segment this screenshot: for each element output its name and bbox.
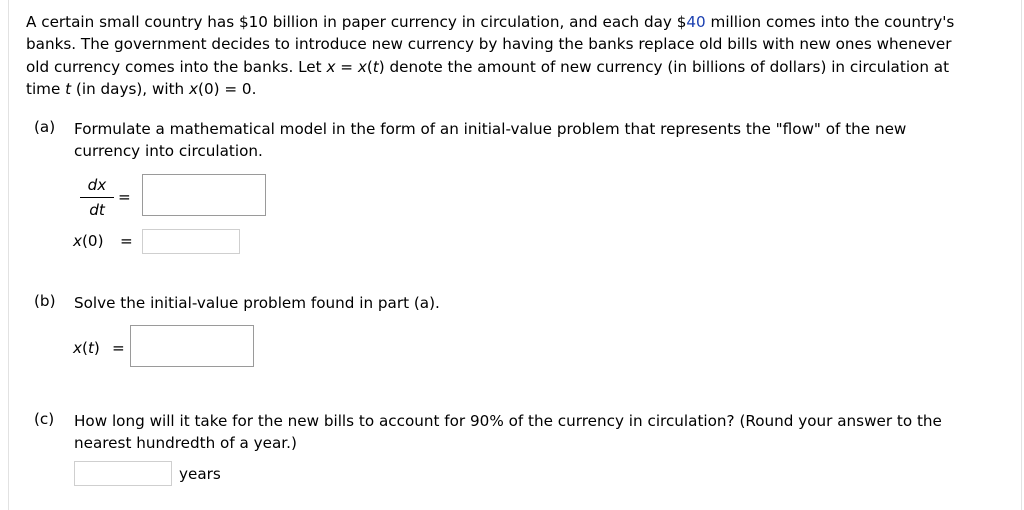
part-a-text-line: Formulate a mathematical model in the form of an initial-value problem that represents the "flow" of the new — [74, 120, 907, 138]
part-c-question — [74, 410, 1014, 455]
equals-sign: = — [120, 232, 133, 250]
math-text: (0) — [82, 232, 104, 250]
math-var-t: t — [87, 339, 94, 357]
equals-sign: = — [112, 339, 125, 357]
intro-line-2 — [26, 33, 1016, 55]
intro-text: banks. The government decides to introduce new currency by having the banks replace old bills with new ones whenever — [26, 35, 952, 54]
derivative-fraction — [80, 176, 114, 219]
initial-condition-label — [73, 232, 104, 250]
intro-text: (in days), with — [71, 80, 190, 99]
years-answer-input[interactable] — [74, 461, 172, 486]
fraction-numerator: dx — [87, 176, 107, 194]
intro-text: old currency comes into the banks. Let — [26, 57, 327, 76]
part-a-question — [74, 118, 1014, 163]
intro-line-1 — [26, 11, 1016, 33]
x0-answer-input[interactable] — [142, 229, 240, 254]
part-c-label: (c) — [34, 410, 55, 428]
intro-text: ( — [366, 57, 373, 76]
years-unit-label: years — [179, 465, 221, 483]
math-var-x: x — [189, 80, 199, 99]
part-a-text-line: currency into circulation. — [74, 142, 263, 161]
part-a-label: (a) — [34, 118, 56, 136]
xt-answer-input[interactable] — [130, 325, 254, 367]
problem-statement — [26, 11, 1016, 101]
math-var-x: x — [357, 57, 367, 76]
intro-text: ) denote the amount of new currency (in billions of dollars) in circulation at — [378, 57, 950, 76]
part-b-question: Solve the initial-value problem found in part (a). — [74, 294, 440, 312]
intro-text: (0) = 0. — [198, 80, 257, 99]
math-text: ( — [82, 339, 88, 357]
intro-text: million comes into the country's — [705, 13, 955, 31]
solution-label — [73, 339, 100, 357]
math-var-t: t — [372, 57, 379, 76]
part-c-text-line: How long will it take for the new bills to account for 90% of the currency in circulation? (Round your answer to the — [74, 412, 942, 430]
math-text: ) — [93, 339, 100, 357]
intro-line-4 — [26, 78, 1016, 100]
highlighted-value: 40 — [686, 13, 706, 31]
equals-sign: = — [118, 188, 131, 206]
intro-text: = — [335, 57, 358, 76]
math-var-t: t — [65, 80, 72, 99]
math-var-x: x — [73, 232, 82, 250]
intro-text: A certain small country has $10 billion in paper currency in circulation, and each day $ — [26, 13, 687, 31]
part-b-label: (b) — [34, 292, 56, 310]
fraction-bar — [80, 197, 114, 198]
math-var-x: x — [73, 339, 82, 357]
dxdt-answer-input[interactable] — [142, 174, 266, 216]
intro-line-3 — [26, 56, 1016, 78]
part-c-text-line: nearest hundredth of a year.) — [74, 434, 297, 453]
math-var-x: x — [326, 57, 336, 76]
intro-text: time — [26, 80, 66, 99]
fraction-denominator: dt — [89, 201, 105, 219]
